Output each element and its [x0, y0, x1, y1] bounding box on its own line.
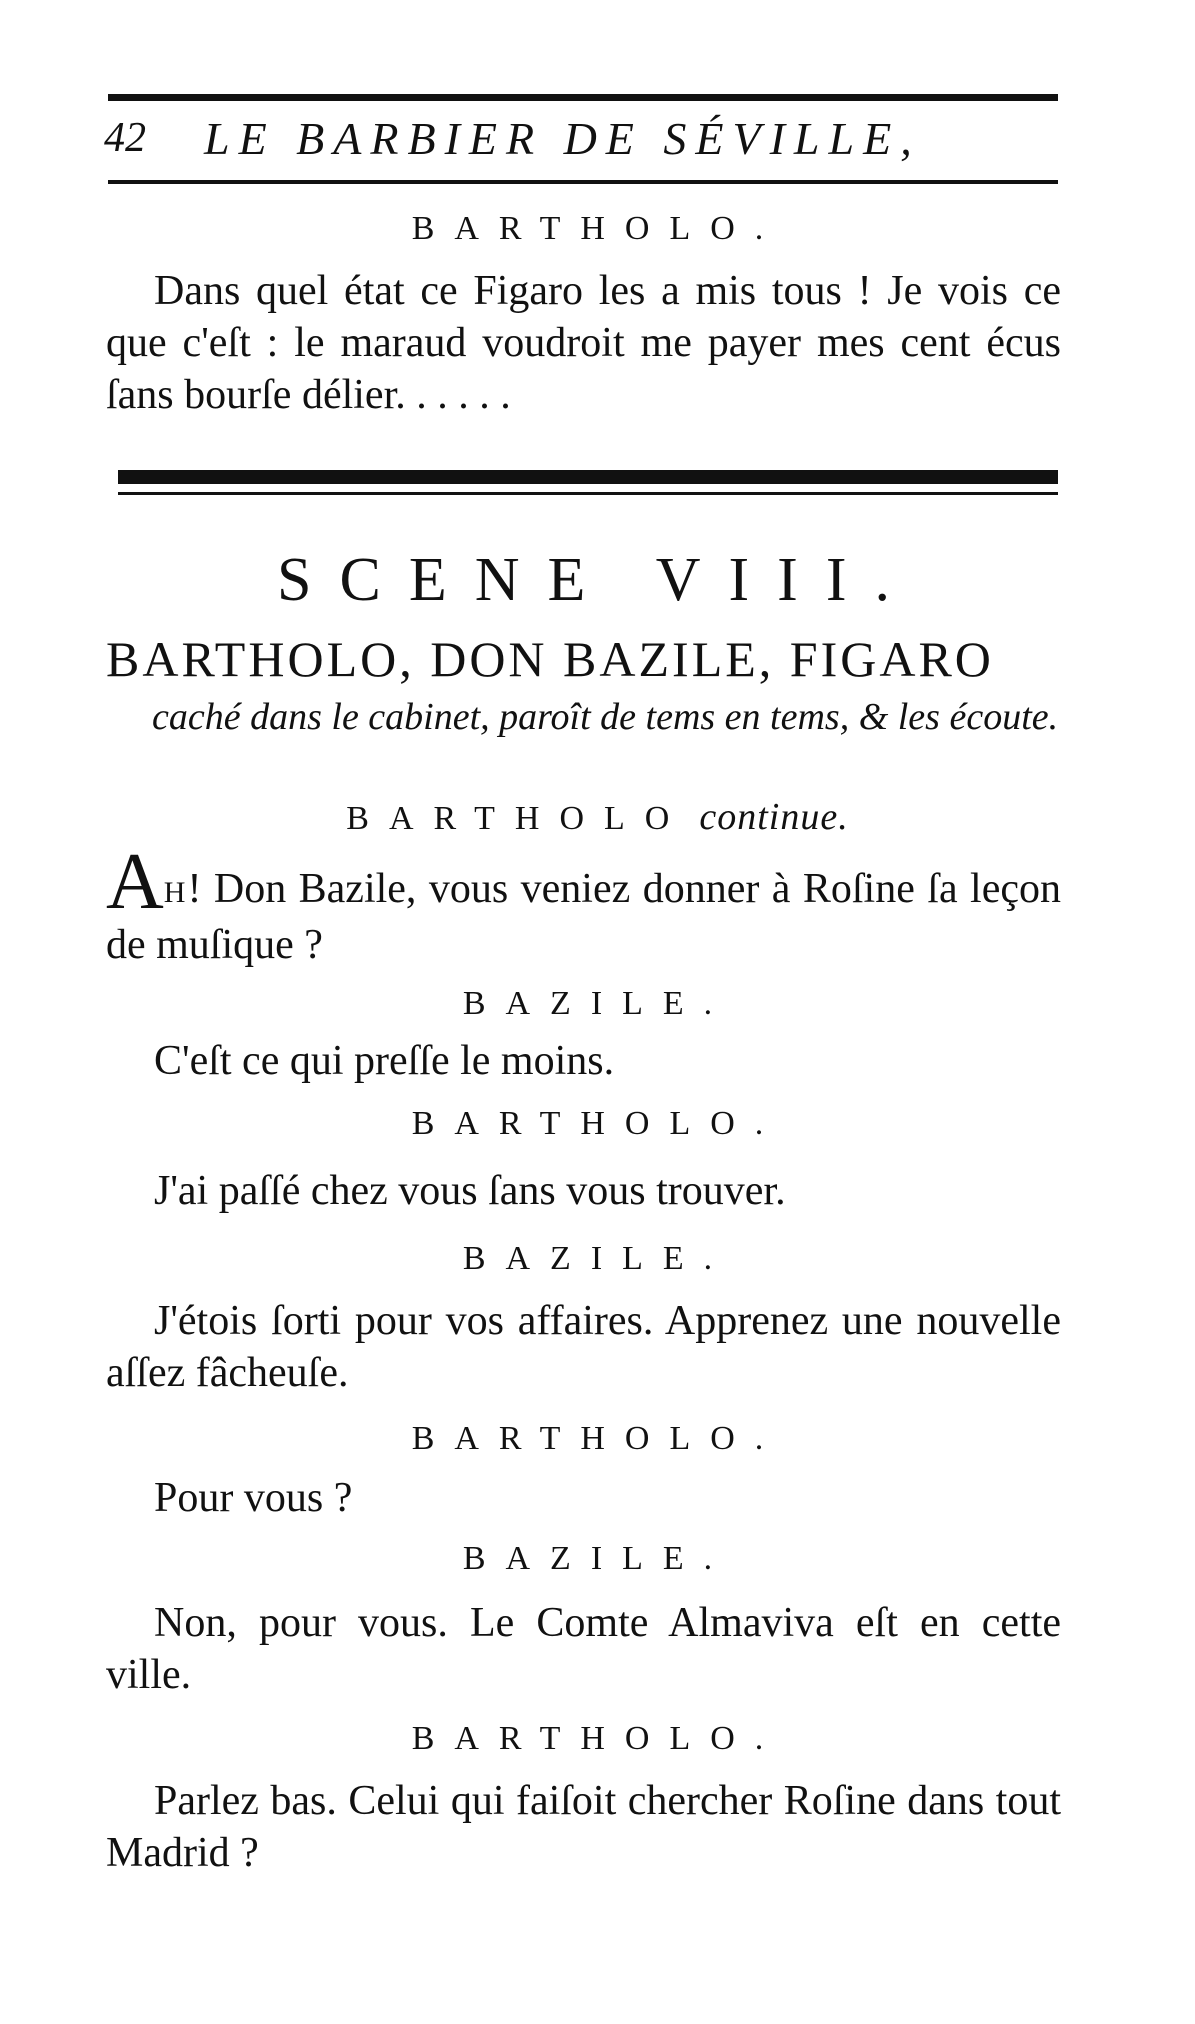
speaker-bartholo-continue [0, 795, 1195, 839]
scene-divider-thick-rule [118, 470, 1058, 484]
speech-paragraph: Pour vous ? [154, 1475, 353, 1521]
running-header [104, 108, 1064, 178]
opening-paragraph [106, 838, 1061, 971]
opening-text: ! Don Bazile, vous veniez donner à Roſine ſa leçon de muſique ? [106, 866, 1061, 968]
speech-paragraph: J'ai paſſé chez vous ſans vous trouver. [154, 1168, 786, 1214]
speaker-bazile: BAZILE. [462, 1240, 733, 1277]
page-number: 42 [104, 115, 146, 161]
speech-paragraph: J'étois ſorti pour vos affaires. Apprenez une nouvelle aſſez fâcheuſe. [106, 1298, 1061, 1396]
scene-characters: BARTHOLO, DON BAZILE, FIGARO [106, 631, 994, 687]
speaker-bazile: BAZILE. [462, 1540, 733, 1577]
drop-cap: A [106, 838, 164, 926]
speaker-bartholo: BARTHOLO. [411, 1420, 784, 1457]
scene-divider-thin-rule [118, 492, 1058, 495]
speaker-bartholo: BARTHOLO. [411, 210, 784, 247]
speaker-bartholo: BARTHOLO. [411, 1105, 784, 1142]
speaker-bazile: BAZILE. [462, 985, 733, 1022]
speaker-bartholo: BARTHOLO. [411, 1720, 784, 1757]
speaker-name: BARTHOLO [346, 800, 690, 837]
running-title: LE BARBIER DE SÉVILLE, [204, 113, 921, 164]
scene-title: SCENE VIII. [277, 546, 918, 614]
stage-direction: caché dans le cabinet, paroît de tems en tems, & les écoute. [152, 696, 1059, 738]
drop-cap-rest: H [163, 876, 188, 909]
speech-paragraph: Parlez bas. Celui qui faiſoit chercher Roſine dans tout Madrid ? [106, 1778, 1061, 1876]
speech-paragraph: Dans quel état ce Figaro les a mis tous ! Je vois ce que c'eſt : le maraud voudroit me payer mes cent écus ſans bourſe délier. . . . . . [106, 268, 1061, 418]
header-bottom-rule [108, 180, 1058, 184]
speech-paragraph: Non, pour vous. Le Comte Almaviva eſt en cette ville. [106, 1600, 1061, 1698]
speaker-direction: continue. [699, 796, 849, 838]
speech-paragraph: C'eſt ce qui preſſe le moins. [154, 1038, 615, 1084]
header-top-rule [108, 94, 1058, 101]
